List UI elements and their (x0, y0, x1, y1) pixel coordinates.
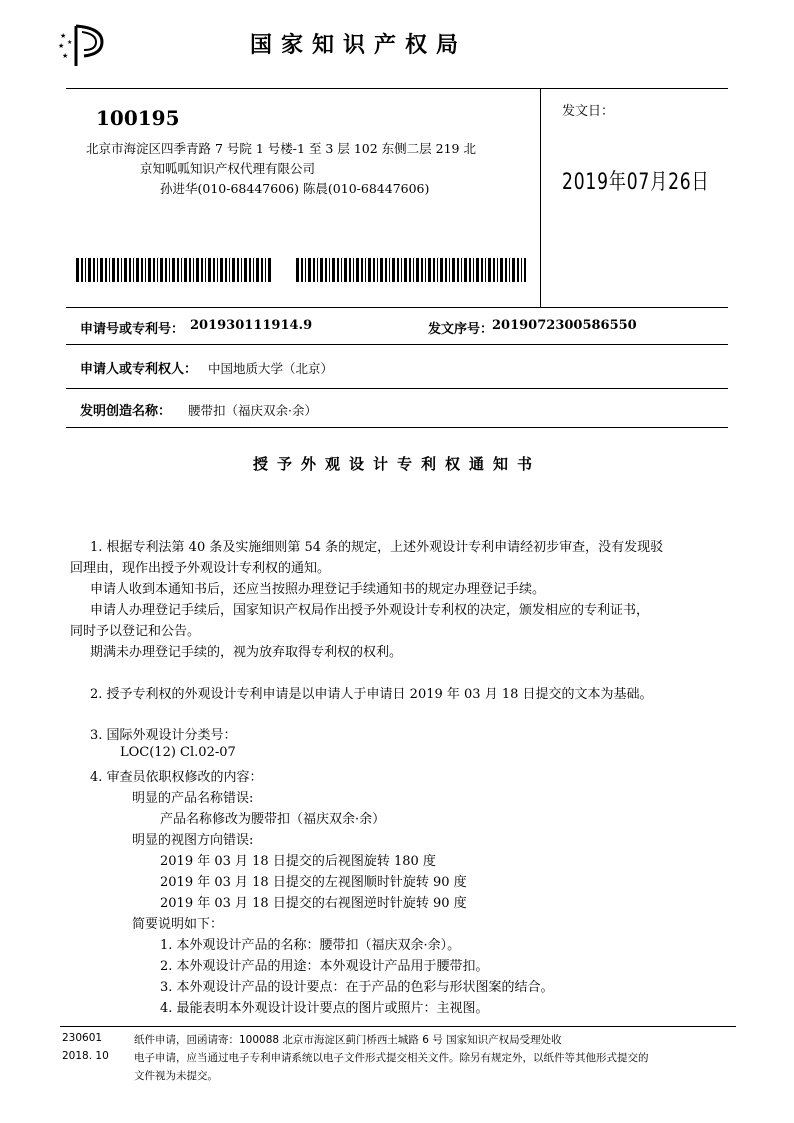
invention: 腰带扣（福庆双余·余） (188, 403, 317, 418)
document-title: 授予外观设计专利权通知书 (252, 455, 541, 473)
svg-text:★: ★ (67, 39, 73, 46)
paragraph: 1. 根据专利法第 40 条及实施细则第 54 条的规定，上述外观设计专利申请经初步审查，没有发现驳 (90, 540, 664, 555)
divider (540, 88, 541, 307)
address-line: 北京市海淀区四季青路 7 号院 1 号楼-1 至 3 层 102 东侧二层 219 北 (86, 141, 476, 156)
divider (66, 388, 728, 389)
paragraph: 产品名称修改为腰带扣（福庆双余·余） (160, 812, 386, 827)
svg-text:★: ★ (60, 32, 67, 40)
paragraph: 申请人办理登记手续后，国家知识产权局作出授予外观设计专利权的决定，颁发相应的专利证书， (90, 603, 650, 618)
paragraph: 4. 审查员依职权修改的内容： (90, 770, 263, 785)
paragraph: 简要说明如下： (132, 917, 224, 932)
applicant: 中国地质大学（北京） (208, 361, 334, 376)
paragraph: 4. 最能表明本外观设计设计要点的图片或照片：主视图。 (160, 1001, 489, 1016)
divider (66, 427, 728, 428)
paragraph: 同时予以登记和公告。 (70, 624, 201, 639)
divider (60, 1026, 736, 1027)
form-code: 230601 (62, 1032, 103, 1044)
barcode-icon (76, 258, 271, 282)
svg-text:★: ★ (62, 52, 69, 60)
dispatch-date-label: 发文日： (562, 104, 615, 119)
svg-text:★: ★ (58, 42, 65, 50)
paragraph: 申请人收到本通知书后，还应当按照办理登记手续通知书的规定办理登记手续。 (90, 582, 546, 597)
application-no: 201930111914.9 (190, 318, 313, 333)
footer-line: 纸件申请，回函请寄：100088 北京市海淀区蓟门桥西土城路 6 号 国家知识产权局受理处收 (134, 1034, 562, 1046)
paragraph: 2. 授予专利权的外观设计专利申请是以申请人于申请日 2019 年 03 月 18 日提交的文本为基础。 (90, 687, 653, 702)
paragraph: 2. 本外观设计产品的用途：本外观设计产品用于腰带扣。 (160, 959, 489, 974)
footer-line: 电子申请，应当通过电子专利申请系统以电子文件形式提交相关文件。除另有规定外，以纸件等其他形式提交的 (134, 1052, 649, 1064)
barcode-icon (296, 258, 526, 282)
dispatch-serial: 2019072300586550 (492, 318, 637, 333)
paragraph: 明显的视图方向错误: (132, 833, 254, 848)
paragraph: 回理由，现作出授予外观设计专利权的通知。 (70, 561, 331, 576)
paragraph: 明显的产品名称错误: (132, 791, 254, 806)
divider (66, 344, 728, 345)
classification-code: LOC(12) Cl.02-07 (120, 745, 236, 760)
contacts: 孙进华(010-68447606) 陈晨(010-68447606) (160, 181, 430, 196)
paragraph: 2019 年 03 月 18 日提交的后视图旋转 180 度 (160, 854, 436, 869)
paragraph: 1. 本外观设计产品的名称：腰带扣（福庆双余·余）。 (160, 938, 461, 953)
dispatch-serial-label: 发文序号： (428, 322, 494, 337)
postcode: 100195 (96, 106, 180, 130)
divider (66, 307, 728, 308)
dispatch-date: 2019年07月26日 (562, 170, 710, 195)
divider (66, 88, 728, 89)
paragraph: 期满未办理登记手续的，视为放弃取得专利权的权利。 (90, 645, 403, 660)
form-date-code: 2018. 10 (62, 1050, 109, 1062)
applicant-label: 申请人或专利权人： (80, 362, 198, 377)
address-line: 京知呱呱知识产权代理有限公司 (140, 161, 316, 176)
application-no-label: 申请号或专利号： (80, 322, 185, 337)
paragraph: 2019 年 03 月 18 日提交的右视图逆时针旋转 90 度 (160, 896, 467, 911)
footer-line: 文件视为未提交。 (134, 1070, 218, 1082)
invention-label: 发明创造名称： (80, 404, 172, 419)
paragraph: 3. 国际外观设计分类号： (90, 728, 237, 743)
office-name: 国家知识产权局 (250, 33, 468, 58)
paragraph: 2019 年 03 月 18 日提交的左视图顺时针旋转 90 度 (160, 875, 467, 890)
office-logo-icon (58, 22, 118, 70)
paragraph: 3. 本外观设计产品的设计要点：在于产品的色彩与形状图案的结合。 (160, 980, 554, 995)
